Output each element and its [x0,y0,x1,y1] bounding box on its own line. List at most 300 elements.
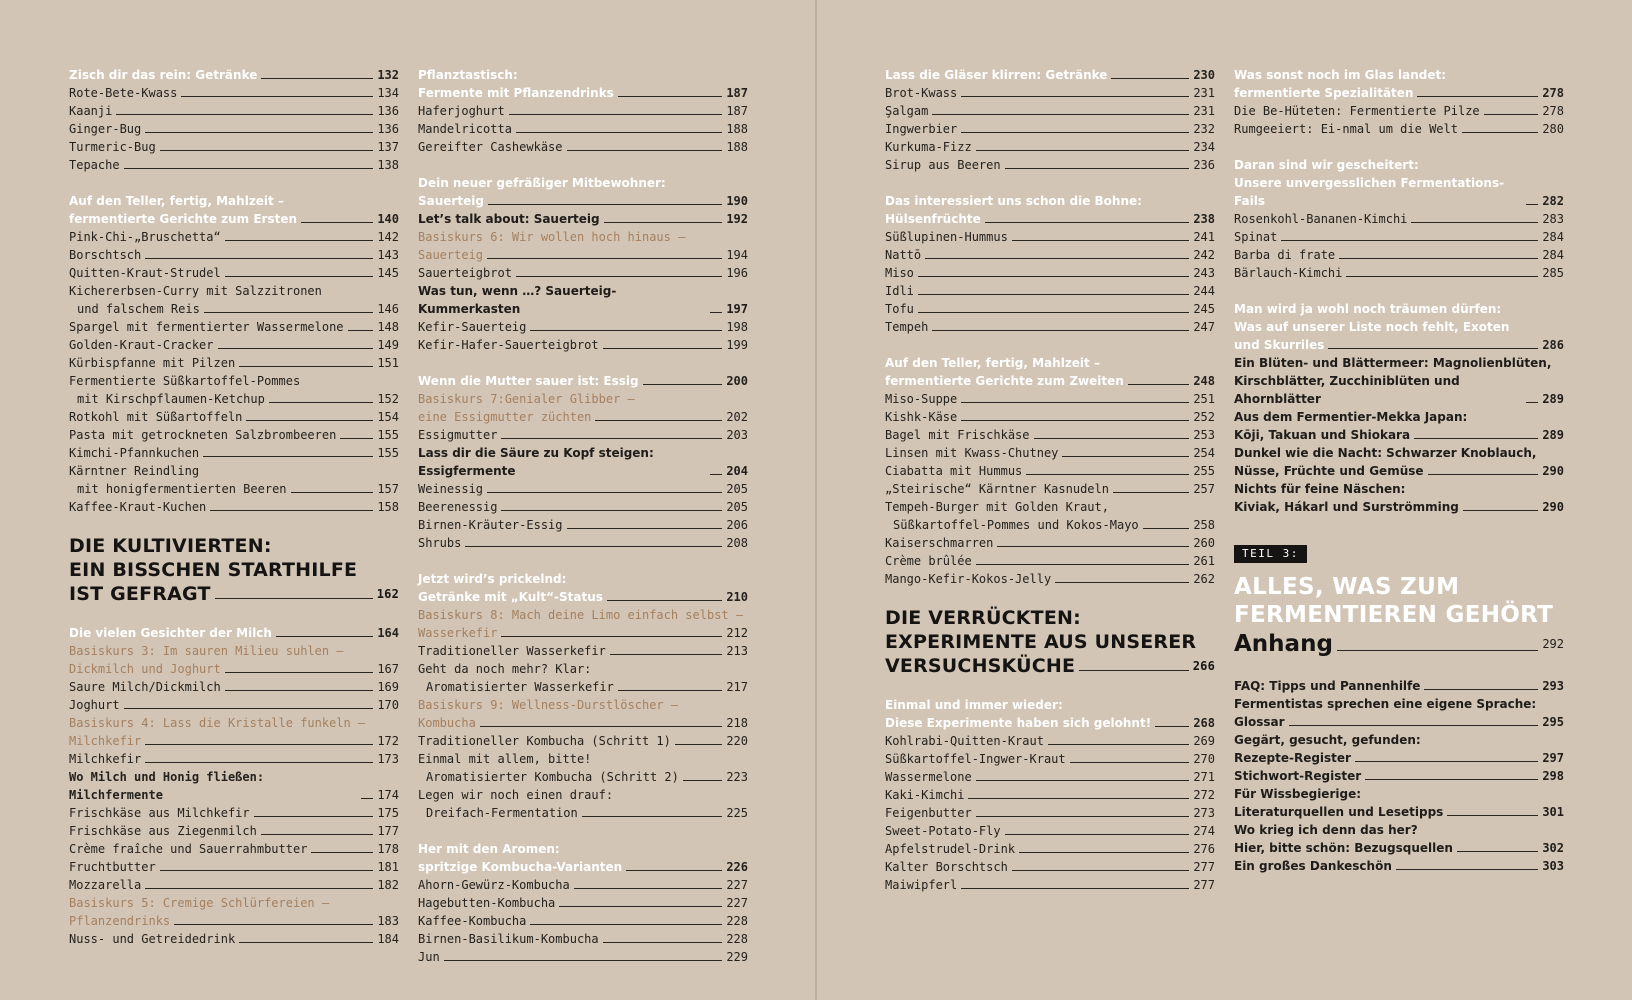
page-number: 241 [1193,230,1215,244]
entry-text-line: Basiskurs 8: Mach deine Limo einfach selbst – [418,608,744,622]
page-number: 140 [377,212,399,226]
entry-text-line: Ciabatta mit Hummus [885,464,1023,478]
toc-topic-entry[interactable] [1234,731,1564,767]
entry-row [885,228,1215,246]
toc-entry[interactable] [885,102,1215,120]
entry-text-line: Bärlauch-Kimchi [1234,266,1343,280]
page-number: 268 [1193,716,1215,730]
toc-entry[interactable] [885,318,1215,336]
entry-text-line: Mozzarella [69,878,142,892]
toc-entry[interactable] [885,120,1215,138]
entry-text-line: Tepache [69,158,120,172]
entry-text-line: Man wird ja wohl noch träumen dürfen: [1234,302,1502,316]
entry-text-line: EXPERIMENTE AUS UNSERER [885,631,1197,653]
toc-entry[interactable] [69,444,399,462]
toc-entry[interactable] [418,498,748,516]
toc-entry[interactable] [885,732,1215,750]
toc-entry[interactable] [69,228,399,246]
toc-entry[interactable] [885,300,1215,318]
entry-text-line: DIE KULTIVIERTEN: [69,535,272,557]
entry-text-line: Let’s talk about: Sauerteig [418,212,600,226]
entry-row [1234,174,1564,210]
toc-entry[interactable] [1234,264,1564,282]
toc-entry[interactable] [418,642,748,660]
toc-entry[interactable] [418,534,748,552]
leader-line [1339,258,1538,259]
page-number: 280 [1542,122,1564,136]
toc-topic-entry[interactable] [1234,821,1564,857]
toc-entry[interactable] [69,840,399,858]
entry-row [1234,677,1564,695]
toc-entry[interactable] [418,264,748,282]
toc-entry[interactable] [69,138,399,156]
leader-line [607,600,722,601]
toc-topic-entry[interactable] [418,282,748,318]
toc-entry[interactable] [418,750,748,786]
leader-line [516,276,722,277]
page-number: 253 [1193,428,1215,442]
entry-row [69,210,399,228]
entry-row [418,534,748,552]
toc-basiskurs-entry[interactable] [69,714,399,750]
left-page [0,0,815,1000]
entry-text-line: Fermentierte Süßkartoffel-Pommes [69,374,301,388]
leader-line [1414,438,1538,439]
toc-entry[interactable] [418,912,748,930]
entry-text-line: eine Essigmutter züchten [418,410,592,424]
entry-text-line: Ahorn-Gewürz-Kombucha [418,878,570,892]
entry-row [1234,839,1564,857]
toc-entry[interactable] [1234,102,1564,120]
toc-section-heading[interactable] [418,372,748,390]
entry-text-line: Was tun, wenn …? Sauerteig-Kummerkasten [418,284,617,316]
leader-line [444,960,723,961]
toc-entry[interactable] [885,552,1215,570]
toc-entry[interactable] [69,120,399,138]
entry-row [885,156,1215,174]
toc-entry[interactable] [69,354,399,372]
toc-entry[interactable] [69,876,399,894]
leader-line [1457,851,1538,852]
page-number: 270 [1193,752,1215,766]
toc-entry[interactable] [885,750,1215,768]
entry-text-line: Turmeric-Bug [69,140,156,154]
entry-text-line: Brot-Kwass [885,86,958,100]
toc-entry[interactable] [418,138,748,156]
entry-row [885,462,1215,480]
leader-line [1417,96,1538,97]
toc-entry[interactable] [69,156,399,174]
entry-row [69,840,399,858]
entry-row [418,372,748,390]
entry-text-line: Unsere unvergesslichen Fermentations-Fails [1234,176,1505,208]
entry-row [69,732,399,750]
part-tag: TEIL 3: [1234,545,1307,563]
section-spacer [69,606,399,624]
page-number: 178 [377,842,399,856]
leader-line [204,312,373,313]
leader-line [1396,869,1538,870]
toc-entry[interactable] [69,246,399,264]
page-number: 136 [377,104,399,118]
leader-line [1328,348,1538,349]
toc-basiskurs-entry[interactable] [418,606,748,642]
toc-entry[interactable] [885,876,1215,894]
toc-entry[interactable] [1234,246,1564,264]
toc-entry[interactable] [885,786,1215,804]
entry-row [1234,767,1564,785]
entry-text-line: Getränke mit „Kult“-Status [418,590,603,604]
toc-entry[interactable] [418,426,748,444]
entry-row [418,120,748,138]
leader-line [1055,582,1189,583]
toc-entry[interactable] [418,876,748,894]
toc-entry[interactable] [418,786,748,822]
toc-entry[interactable] [69,318,399,336]
toc-entry[interactable] [69,462,399,498]
toc-entry[interactable] [885,462,1215,480]
entry-row [69,678,399,696]
entry-text-line: IST GEFRAGT [69,583,211,605]
toc-entry[interactable] [69,408,399,426]
entry-text-line: Basiskurs 5: Cremige Schlürfereien – [69,896,330,910]
toc-section-heading[interactable] [69,192,399,228]
toc-entry[interactable] [418,894,748,912]
toc-topic-entry[interactable] [69,768,399,804]
toc-entry[interactable] [69,858,399,876]
toc-entry[interactable] [1234,228,1564,246]
section-spacer [418,822,748,840]
page-number: 273 [1193,806,1215,820]
page-number: 173 [377,752,399,766]
entry-row [69,768,399,804]
toc-section-heading[interactable] [885,696,1215,732]
entry-text-line: Quitten-Kraut-Strudel [69,266,221,280]
leader-line [218,348,374,349]
entry-row [1234,857,1564,875]
entry-text-line: Sauerteigbrot [418,266,512,280]
entry-text-line: Basiskurs 7:Genialer Glibber – [418,392,635,406]
leader-line [239,366,373,367]
toc-entry[interactable] [885,138,1215,156]
page-number: 236 [1193,158,1215,172]
entry-row [418,102,748,120]
leader-line [501,438,722,439]
toc-entry[interactable] [69,696,399,714]
entry-text-line: Glossar [1234,715,1285,729]
toc-topic-entry[interactable] [1234,677,1564,695]
section-spacer [885,336,1215,354]
leader-line [961,96,1189,97]
toc-section-heading[interactable] [418,66,748,102]
entry-text-line: Maiwipferl [885,878,958,892]
entry-text-line: Kiviak, Hákarl und Surströmming [1234,500,1459,514]
entry-row [1234,228,1564,246]
toc-entry[interactable] [1234,120,1564,138]
leader-line [145,132,373,133]
leader-line [210,510,373,511]
entry-text-line: Ingwerbier [885,122,958,136]
entry-row [885,246,1215,264]
toc-section-heading[interactable] [885,354,1215,390]
toc-section-heading[interactable] [418,570,748,606]
toc-topic-entry[interactable] [1234,408,1564,444]
toc-entry[interactable] [1234,210,1564,228]
page-number: 155 [377,446,399,460]
toc-entry[interactable] [885,480,1215,498]
toc-entry[interactable] [69,804,399,822]
entry-text-line: Lass dir die Säure zu Kopf steigen: Essigfermente [418,446,654,478]
toc-entry[interactable] [69,750,399,768]
toc-entry[interactable] [418,732,748,750]
section-spacer [1234,282,1564,300]
toc-part-heading[interactable] [885,606,1215,678]
toc-basiskurs-entry[interactable] [69,642,399,678]
toc-entry[interactable] [418,318,748,336]
toc-basiskurs-entry[interactable] [418,228,748,264]
entry-row [69,582,399,606]
toc-entry[interactable] [69,426,399,444]
leader-line [559,906,722,907]
entry-row [1234,749,1564,767]
entry-row [418,408,748,426]
toc-section-heading[interactable] [1234,66,1564,102]
toc-topic-entry[interactable] [1234,695,1564,731]
toc-entry[interactable] [69,372,399,408]
entry-text-line: Fermentistas sprechen eine eigene Sprache: [1234,697,1537,711]
page-number: 302 [1542,841,1564,855]
toc-entry[interactable] [69,498,399,516]
leader-line [116,114,373,115]
entry-row [69,660,399,678]
leader-line [1484,114,1539,115]
entry-row [418,138,748,156]
toc-section-heading[interactable] [69,66,399,84]
leader-line [968,798,1189,799]
toc-entry[interactable] [885,768,1215,786]
toc-entry[interactable] [69,84,399,102]
toc-entry[interactable] [885,804,1215,822]
toc-topic-entry[interactable] [1234,480,1564,516]
toc-entry[interactable] [69,678,399,696]
entry-text-line: Aus dem Fermentier-Mekka Japan: [1234,410,1468,424]
section-spacer [1234,659,1564,677]
entry-text-line: Joghurt [69,698,120,712]
toc-basiskurs-entry[interactable] [69,894,399,930]
toc-section-heading[interactable] [69,624,399,642]
toc-entry[interactable] [418,102,748,120]
entry-row [69,858,399,876]
entry-text-line: Legen wir noch einen drauf: [418,788,614,802]
page-number: 303 [1542,859,1564,873]
toc-topic-entry[interactable] [1234,444,1564,480]
entry-text-line: Kürbispfanne mit Pilzen [69,356,236,370]
anhang-entry[interactable] [1234,629,1564,659]
toc-entry[interactable] [885,390,1215,408]
entry-text-line: Pasta mit getrockneten Salzbrombeeren [69,428,337,442]
entry-row [885,804,1215,822]
toc-entry[interactable] [885,228,1215,246]
toc-entry[interactable] [885,408,1215,426]
entry-text-line: Traditioneller Kombucha (Schritt 1) [418,734,671,748]
toc-entry[interactable] [418,480,748,498]
leader-line [1026,474,1189,475]
toc-section-heading[interactable] [1234,156,1564,210]
entry-row [885,426,1215,444]
entry-text-line: Milchkefir [69,734,142,748]
toc-entry[interactable] [885,534,1215,552]
leader-line [961,132,1189,133]
toc-entry[interactable] [69,822,399,840]
entry-row [885,444,1215,462]
toc-entry[interactable] [418,516,748,534]
entry-row [885,516,1215,534]
leader-line [174,924,373,925]
entry-text-line: Borschtsch [69,248,142,262]
toc-section-heading[interactable] [418,840,748,876]
toc-entry[interactable] [885,858,1215,876]
toc-topic-entry[interactable] [1234,354,1564,408]
toc-entry[interactable] [418,336,748,354]
page-number: 248 [1193,374,1215,388]
entry-text-line: Saure Milch/Dickmilch [69,680,221,694]
entry-row [418,84,748,102]
toc-entry[interactable] [885,84,1215,102]
toc-topic-entry[interactable] [418,210,748,228]
toc-entry[interactable] [69,282,399,318]
entry-row [885,786,1215,804]
entry-text-line: Basiskurs 6: Wir wollen hoch hinaus – [418,230,686,244]
entry-text-line: Hülsenfrüchte [885,212,981,226]
leader-line [1428,474,1539,475]
toc-topic-entry[interactable] [1234,857,1564,875]
toc-topic-entry[interactable] [1234,767,1564,785]
entry-text-line: Kurkuma-Fizz [885,140,972,154]
entry-text-line: Süßkartoffel-Ingwer-Kraut [885,752,1066,766]
toc-entry[interactable] [885,246,1215,264]
entry-row [69,444,399,462]
entry-text-line: Hagebutten-Kombucha [418,896,556,910]
part-title-line: ALLES, WAS ZUM [1234,574,1460,600]
leader-line [574,888,723,889]
leader-line [160,870,374,871]
toc-part-heading[interactable] [69,534,399,606]
toc-entry[interactable] [885,822,1215,840]
leader-line [160,150,374,151]
toc-section-heading[interactable] [885,66,1215,84]
leader-line [124,708,374,709]
entry-text-line: Gereifter Cashewkäse [418,140,563,154]
toc-column-4 [1234,66,1564,875]
entry-text-line: mit Kirschpflaumen-Ketchup [77,392,265,406]
page-number: 157 [377,482,399,496]
entry-text-line: Pink-Chi-„Bruschetta“ [69,230,221,244]
page-number: 213 [726,644,748,658]
leader-line [145,762,373,763]
toc-entry[interactable] [418,948,748,966]
toc-section-heading[interactable] [885,192,1215,228]
toc-entry[interactable] [885,264,1215,282]
entry-text-line: Wassermelone [885,770,972,784]
entry-text-line: Süßkartoffel-Pommes und Kokos-Mayo [893,518,1139,532]
entry-text-line: Sirup aus Beeren [885,158,1001,172]
leader-line [1128,384,1189,385]
toc-topic-entry[interactable] [418,444,748,480]
leader-line [1079,670,1189,671]
page-number: 143 [377,248,399,262]
entry-text-line: mit honigfermentierten Beeren [77,482,287,496]
toc-entry[interactable] [885,498,1215,534]
entry-row [69,804,399,822]
entry-text-line: Weinessig [418,482,484,496]
page-number: 242 [1193,248,1215,262]
toc-entry[interactable] [418,660,748,696]
page-number: 269 [1193,734,1215,748]
toc-entry[interactable] [69,930,399,948]
entry-text-line: Birnen-Basilikum-Kombucha [418,932,599,946]
toc-basiskurs-entry[interactable] [418,696,748,732]
page-number: 199 [726,338,748,352]
entry-text-line: Süßlupinen-Hummus [885,230,1008,244]
section-spacer [418,552,748,570]
leader-line [215,598,373,599]
entry-text-line: Dickmilch und Joghurt [69,662,221,676]
toc-entry[interactable] [885,156,1215,174]
toc-entry[interactable] [418,120,748,138]
leader-line [1355,761,1538,762]
toc-column-1 [69,66,399,948]
entry-text-line: Kishk-Käse [885,410,958,424]
entry-text-line: Şalgam [885,104,929,118]
toc-entry[interactable] [885,282,1215,300]
toc-entry[interactable] [885,426,1215,444]
leader-line [1447,815,1538,816]
toc-entry[interactable] [885,840,1215,858]
page-number: 234 [1193,140,1215,154]
page-number: 251 [1193,392,1215,406]
toc-entry[interactable] [418,930,748,948]
leader-line [1143,528,1190,529]
toc-entry[interactable] [885,570,1215,588]
leader-line [261,78,373,79]
toc-topic-entry[interactable] [1234,785,1564,821]
right-page [817,0,1632,1000]
toc-entry[interactable] [885,444,1215,462]
page-number: 277 [1193,878,1215,892]
toc-entry[interactable] [69,264,399,282]
entry-text-line: Wo Milch und Honig fließen: Milchfermente [69,770,265,802]
page-number: 204 [726,464,748,478]
entry-row [885,84,1215,102]
toc-section-heading[interactable] [1234,300,1564,354]
toc-basiskurs-entry[interactable] [418,390,748,426]
page-number: 138 [377,158,399,172]
leader-line [488,204,722,205]
entry-row [885,840,1215,858]
toc-entry[interactable] [69,102,399,120]
entry-row [418,858,748,876]
leader-line [225,240,374,241]
page-number: 164 [377,626,399,640]
entry-text-line: Die Be-Hüteten: Fermentierte Pilze [1234,104,1480,118]
page-number: 286 [1542,338,1564,352]
entry-text-line: EIN BISSCHEN STARTHILFE [69,559,358,581]
entry-text-line: Kalter Borschtsch [885,860,1008,874]
leader-line [1462,132,1538,133]
toc-section-heading[interactable] [418,174,748,210]
toc-entry[interactable] [69,336,399,354]
entry-text-line: VERSUCHSKÜCHE [885,655,1076,677]
